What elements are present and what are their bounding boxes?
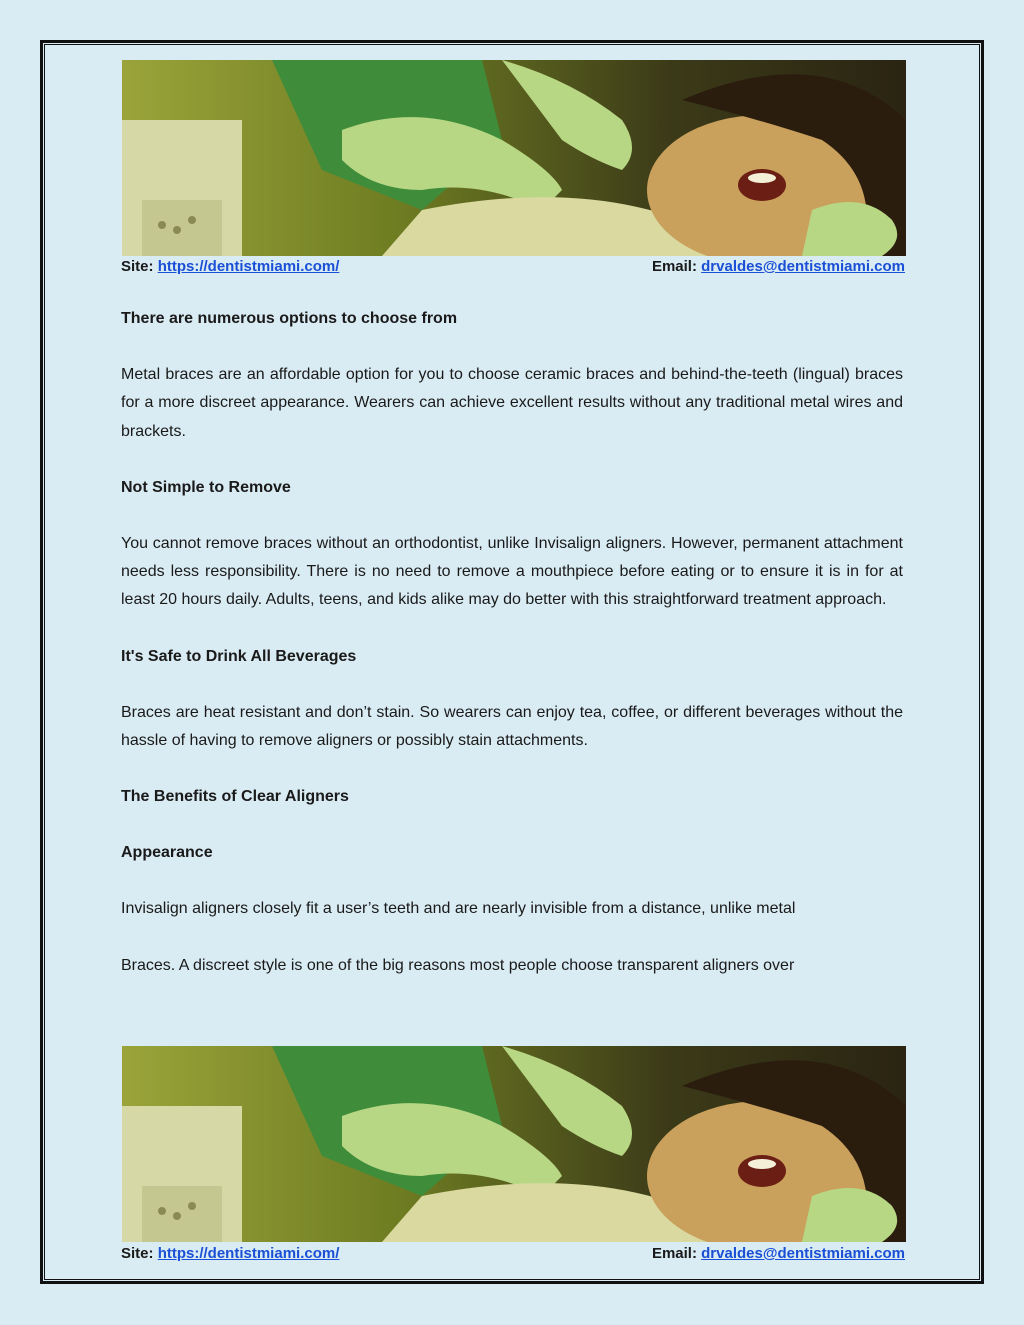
dental-photo-bottom <box>122 1046 906 1242</box>
paragraph: Metal braces are an affordable option for you to choose ceramic braces and behind-the-teeth (lingual) braces for a more discreet appearance. Wearers can achieve excellent results without any traditional metal wires and brackets. <box>121 366 903 440</box>
section-heading: Not Simple to Remove <box>121 478 291 496</box>
site-link[interactable]: https://dentistmiami.com/ <box>157 258 340 275</box>
site-label-group <box>121 258 339 275</box>
email-label: Email: <box>651 1245 697 1262</box>
contact-row-top <box>121 258 905 280</box>
section-heading: There are numerous options to choose from <box>121 310 458 327</box>
section-heading: It's Safe to Drink All Beverages <box>121 647 357 665</box>
contact-row-bottom <box>121 1245 905 1267</box>
email-link[interactable]: drvaldes@dentistmiami.com <box>701 258 905 275</box>
site-link[interactable]: https://dentistmiami.com/ <box>157 1245 340 1262</box>
site-label: Site: <box>121 1245 154 1262</box>
email-label: Email: <box>651 258 697 275</box>
section-heading: The Benefits of Clear Aligners <box>121 788 349 806</box>
article-body <box>121 305 903 980</box>
site-label-group <box>121 1245 339 1262</box>
dental-photo-top <box>122 60 906 256</box>
section-heading: Appearance <box>121 844 213 862</box>
paragraph: Invisalign aligners closely fit a user’s teeth and are nearly invisible from a distance, unlike metal <box>121 900 796 918</box>
paragraph: Braces are heat resistant and don’t stain. So wearers can enjoy tea, coffee, or different beverages without the hassle of having to remove aligners or possibly stain attachments. <box>121 703 903 750</box>
paragraph: You cannot remove braces without an orthodontist, unlike Invisalign aligners. However, permanent attachment needs less responsibility. There is no need to remove a mouthpiece before eating or to ensure it is in for at least 20 hours daily. Adults, teens, and kids alike may do better with this straightforward treatment approach. <box>121 534 903 609</box>
email-link[interactable]: drvaldes@dentistmiami.com <box>701 1245 905 1262</box>
paragraph: Braces. A discreet style is one of the big reasons most people choose transparent aligners over <box>121 956 795 974</box>
email-label-group <box>652 1245 905 1262</box>
email-label-group <box>652 258 905 275</box>
site-label: Site: <box>121 258 154 275</box>
